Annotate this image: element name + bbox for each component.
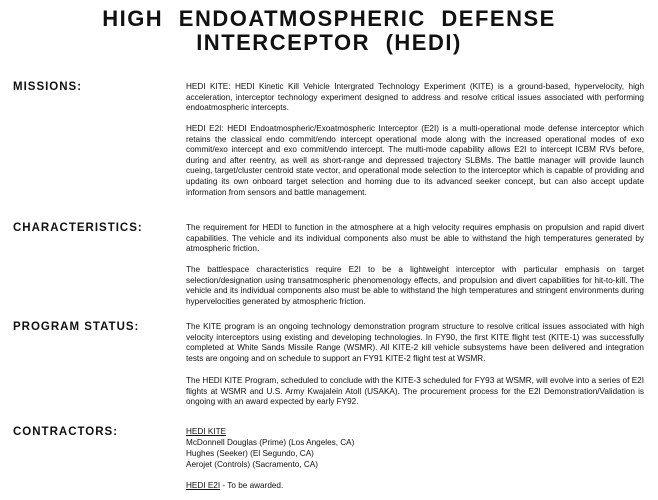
- contractors-e2i-line: [186, 481, 283, 492]
- missions-paragraph-kite: HEDI KITE: HEDI Kinetic Kill Vehicle Intergrated Technology Experiment (KITE) is a ground-based, hypervelocity, high acceleration, interceptor technology experiment designed to address and resolve critical issues associated with performing endoatmospheric intercepts.: [186, 82, 644, 113]
- contractors-kite-heading: HEDI KITE: [186, 427, 227, 436]
- program-status-paragraph-1: The KITE program is an ongoing technology demonstration program structure to resolve critical issues associated with high velocity interceptors using existing and developing technologies. In FY90, the first KITE flight test (KITE-1) was successfully completed at White Sands Missile Range (WSMR). All KITE-2 kill vehicle subsystems have been delivered and integration tests are ongoing and on schedule to support an FY91 KITE-2 flight test at WSMR.: [186, 322, 644, 363]
- contractors-e2i-heading: HEDI E2I: [186, 481, 221, 490]
- characteristics-label: CHARACTERISTICS:: [13, 222, 143, 234]
- contractor-item: Hughes (Seeker) (El Segundo, CA): [186, 449, 314, 458]
- characteristics-paragraph-2: The battlespace characteristics require E2I to be a lightweight interceptor with particular emphasis on target selection/designation using transatmospheric phenomenology effects, and propulsion and divert capabilities for hit-to-kill. The vehicle and its individual components also must be able to withstand the high temperatures and stringent environments during hypervelocities generated by atmospheric friction.: [186, 265, 644, 306]
- missions-paragraph-e2i: HEDI E2I: HEDI Endoatmospheric/Exoatmospheric Interceptor (E2I) is a multi-operational mode defense interceptor which retains the classical endo commit/endo intercept operational mode along with the increased operational modes of exo commit/exo intercept and exo commit/endo intercept. The multi-mode capability allows E2I to intercept ICBM RVs before, during and after reentry, as well as short-range and depressed trajectory SLBMs. The battle manager will provide launch cueing, target/cluster centroid state vector, and operational mode selection to the interceptor which is capable of providing and updating its own onboard target selection and homing due to its advanced seeker concept, but can also accept update information from sensors and battle management.: [186, 124, 644, 197]
- document-title-line-1: HIGH ENDOATMOSPHERIC DEFENSE: [102, 6, 556, 31]
- missions-label: MISSIONS:: [13, 81, 83, 93]
- contractors-label: CONTRACTORS:: [13, 426, 119, 438]
- characteristics-paragraph-1: The requirement for HEDI to function in the atmosphere at a high velocity requires emphasis on propulsion and rapid divert capabilities. The vehicle and its individual components also must be able to withstand the high temperatures generated by atmospheric friction.: [186, 223, 644, 254]
- program-status-label: PROGRAM STATUS:: [13, 321, 140, 333]
- document-title-line-2: INTERCEPTOR (HEDI): [196, 30, 462, 55]
- contractors-e2i-status: - To be awarded.: [220, 481, 284, 490]
- contractor-item: Aerojet (Controls) (Sacramento, CA): [186, 460, 318, 469]
- program-status-paragraph-2: The HEDI KITE Program, scheduled to conclude with the KITE-3 scheduled for FY93 at WSMR, will evolve into a series of E2I flights at WSMR and U.S. Army Kwajalein Atoll (USAKA). The procurement process for the E2I Demonstration/Validation is ongoing with an award expected by early FY92.: [186, 376, 644, 407]
- contractor-item: McDonnell Douglas (Prime) (Los Angeles, CA): [186, 438, 355, 447]
